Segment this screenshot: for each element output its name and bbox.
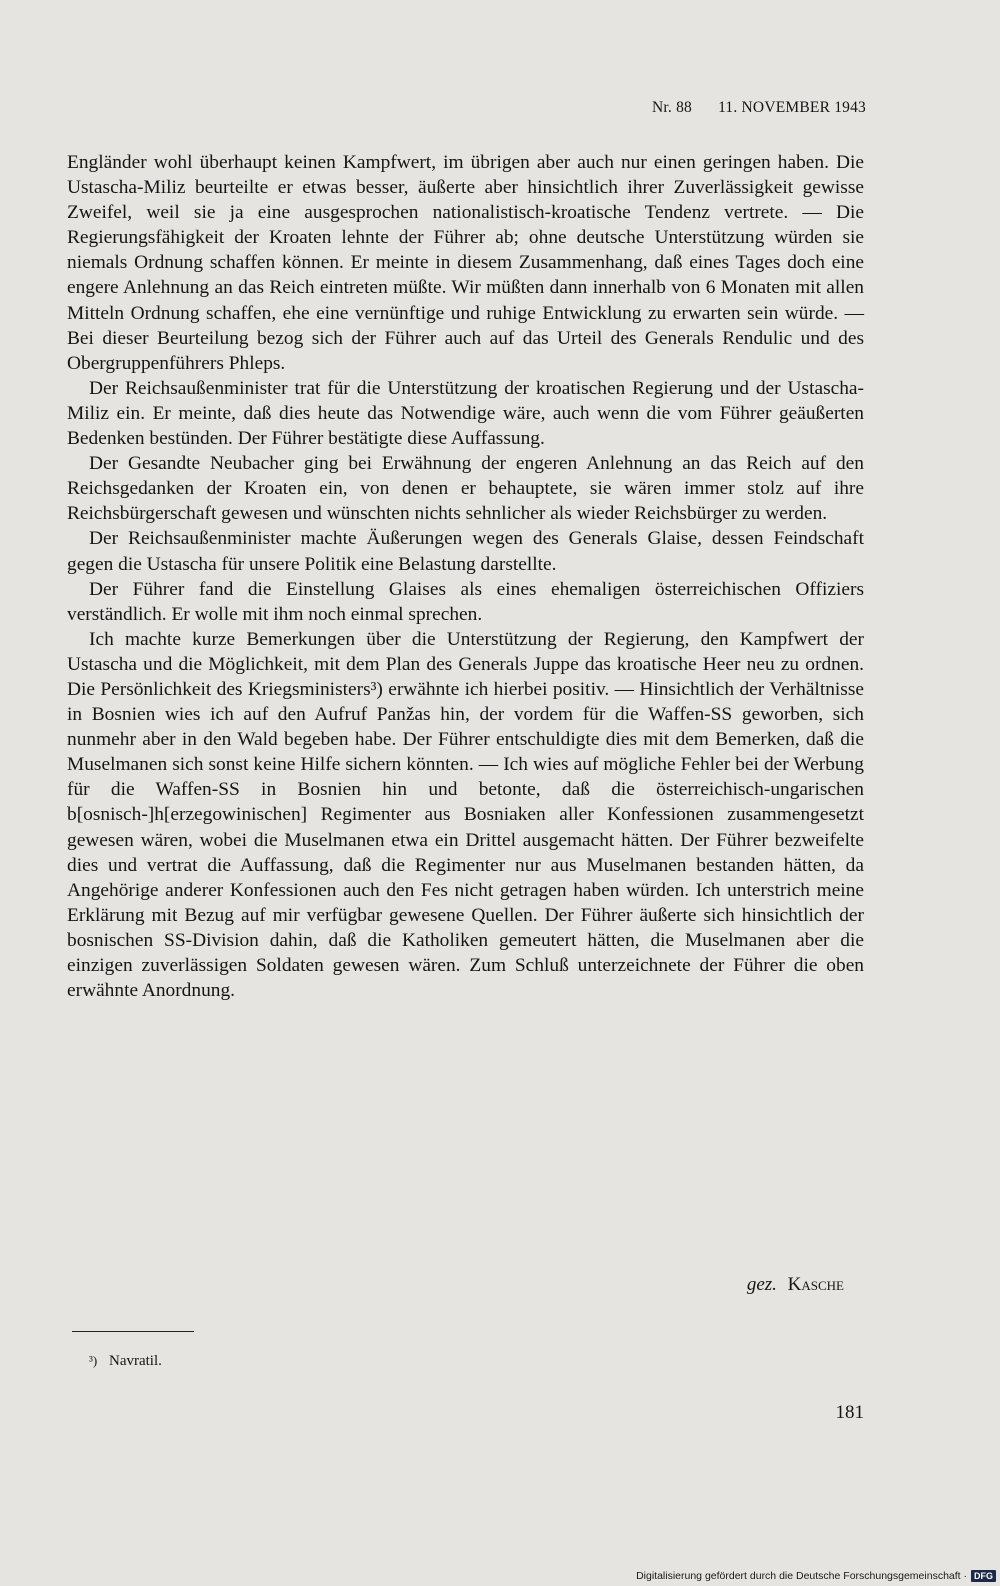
running-header xyxy=(652,99,866,117)
signature-name: Kasche xyxy=(787,1274,844,1295)
signature-prefix: gez. xyxy=(746,1274,777,1295)
credit-text: Digitalisierung gefördert durch die Deutsche Forschungsgemeinschaft · xyxy=(636,1570,967,1582)
paragraph-2: Der Reichsaußenminister trat für die Unterstützung der kroatischen Regierung und der Ustascha-Miliz ein. Er meinte, daß dies heute das Notwendige wäre, auch wenn die vom Führer geäußerten Bedenken bestünden. Der Führer bestätigte diese Auffassung. xyxy=(67,377,864,450)
digitization-credit xyxy=(636,1570,996,1582)
document-date: 11. NOVEMBER 1943 xyxy=(718,99,866,116)
paragraph-4: Der Reichsaußenminister machte Äußerungen wegen des Generals Glaise, dessen Feindschaft gegen die Ustascha für unsere Politik eine Belastung darstellte. xyxy=(67,528,864,575)
footnote-divider xyxy=(72,1331,194,1332)
paragraph-1: Engländer wohl überhaupt keinen Kampfwert, im übrigen aber auch nur einen geringen haben. Die Ustascha-Miliz beurteilte er etwas besser, äußerte aber hinsichtlich ihrer Zuverlässigkeit gewisse Zweifel, weil sie ja eine ausgesprochen nationalistisch-kroatische Tendenz vertrete. — Die Regierungsfähigkeit der Kroaten lehnte der Führer ab; ohne deutsche Unterstützung würden sie niemals Ordnung schaffen können. Er meinte in diesem Zusammenhang, daß eines Tages doch eine engere Anlehnung an das Reich eintreten müßte. Wir müßten dann innerhalb von 6 Monaten mit allen Mitteln Ordnung schaffen, ehe eine vernünftige und ruhige Entwicklung zu erwarten sein würde. — Bei dieser Beurteilung bezog sich der Führer auch auf das Urteil des Generals Rendulic und des Obergruppenführers Phleps. xyxy=(67,152,864,374)
footnote xyxy=(89,1353,162,1370)
paragraph-5: Der Führer fand die Einstellung Glaises als eines ehemaligen österreichischen Offiziers verständlich. Er wolle mit ihm noch einmal sprechen. xyxy=(67,578,864,625)
body-text xyxy=(67,150,864,1003)
paragraph-3: Der Gesandte Neubacher ging bei Erwähnung der engeren Anlehnung an das Reich auf den Reichsgedanken der Kroaten ein, von denen er behauptete, sie wären immer stolz auf ihre Reichsbürgerschaft gewesen und wünschten nichts sehnlicher als wieder Reichsbürger zu werden. xyxy=(67,453,864,525)
dfg-logo-icon: DFG xyxy=(971,1570,996,1582)
page-number: 181 xyxy=(835,1402,864,1423)
signature xyxy=(747,1274,844,1296)
paragraph-6: Ich machte kurze Bemerkungen über die Unterstützung der Regierung, den Kampfwert der Ustascha und die Möglichkeit, mit dem Plan des Generals Juppe das kroatische Heer neu zu ordnen. Die Persönlichkeit des Kriegsministers³) erwähnte ich hierbei positiv. — Hinsichtlich der Verhältnisse in Bosnien wies ich auf den Aufruf Panžas hin, der vordem für die Waffen-SS geworben, sich nunmehr aber in den Wald begeben habe. Der Führer entschuldigte dies mit dem Bemerken, daß die Muselmanen sich sonst keine Hilfe sichern könnten. — Ich wies auf mögliche Fehler bei der Werbung für die Waffen-SS in Bosnien hin und betonte, daß die österreichisch-ungarischen b[osnisch-]h[erzegowinischen] Regimenter aus Bosniaken aller Konfessionen zusammengesetzt gewesen wären, wobei die Muselmanen etwa ein Drittel ausgemacht hätten. Der Führer bezweifelte dies und vertrat die Auffassung, daß die Regimenter nur aus Muselmanen bestanden hätten, da Angehörige anderer Konfessionen auch den Fes nicht getragen haben würden. Ich unterstrich meine Erklärung mit Bezug auf mir verfügbar gewesene Quellen. Der Führer äußerte sich hinsichtlich der bosnischen SS-Division dahin, daß die Katholiken gemeutert hätten, die Muselmanen aber die einzigen zuverlässigen Soldaten gewesen wären. Zum Schluß unterzeichnete der Führer die oben erwähnte Anordnung. xyxy=(67,628,864,1002)
document-number: Nr. 88 xyxy=(652,99,692,116)
footnote-text: Navratil. xyxy=(108,1353,162,1369)
footnote-mark: ³) xyxy=(89,1353,98,1368)
